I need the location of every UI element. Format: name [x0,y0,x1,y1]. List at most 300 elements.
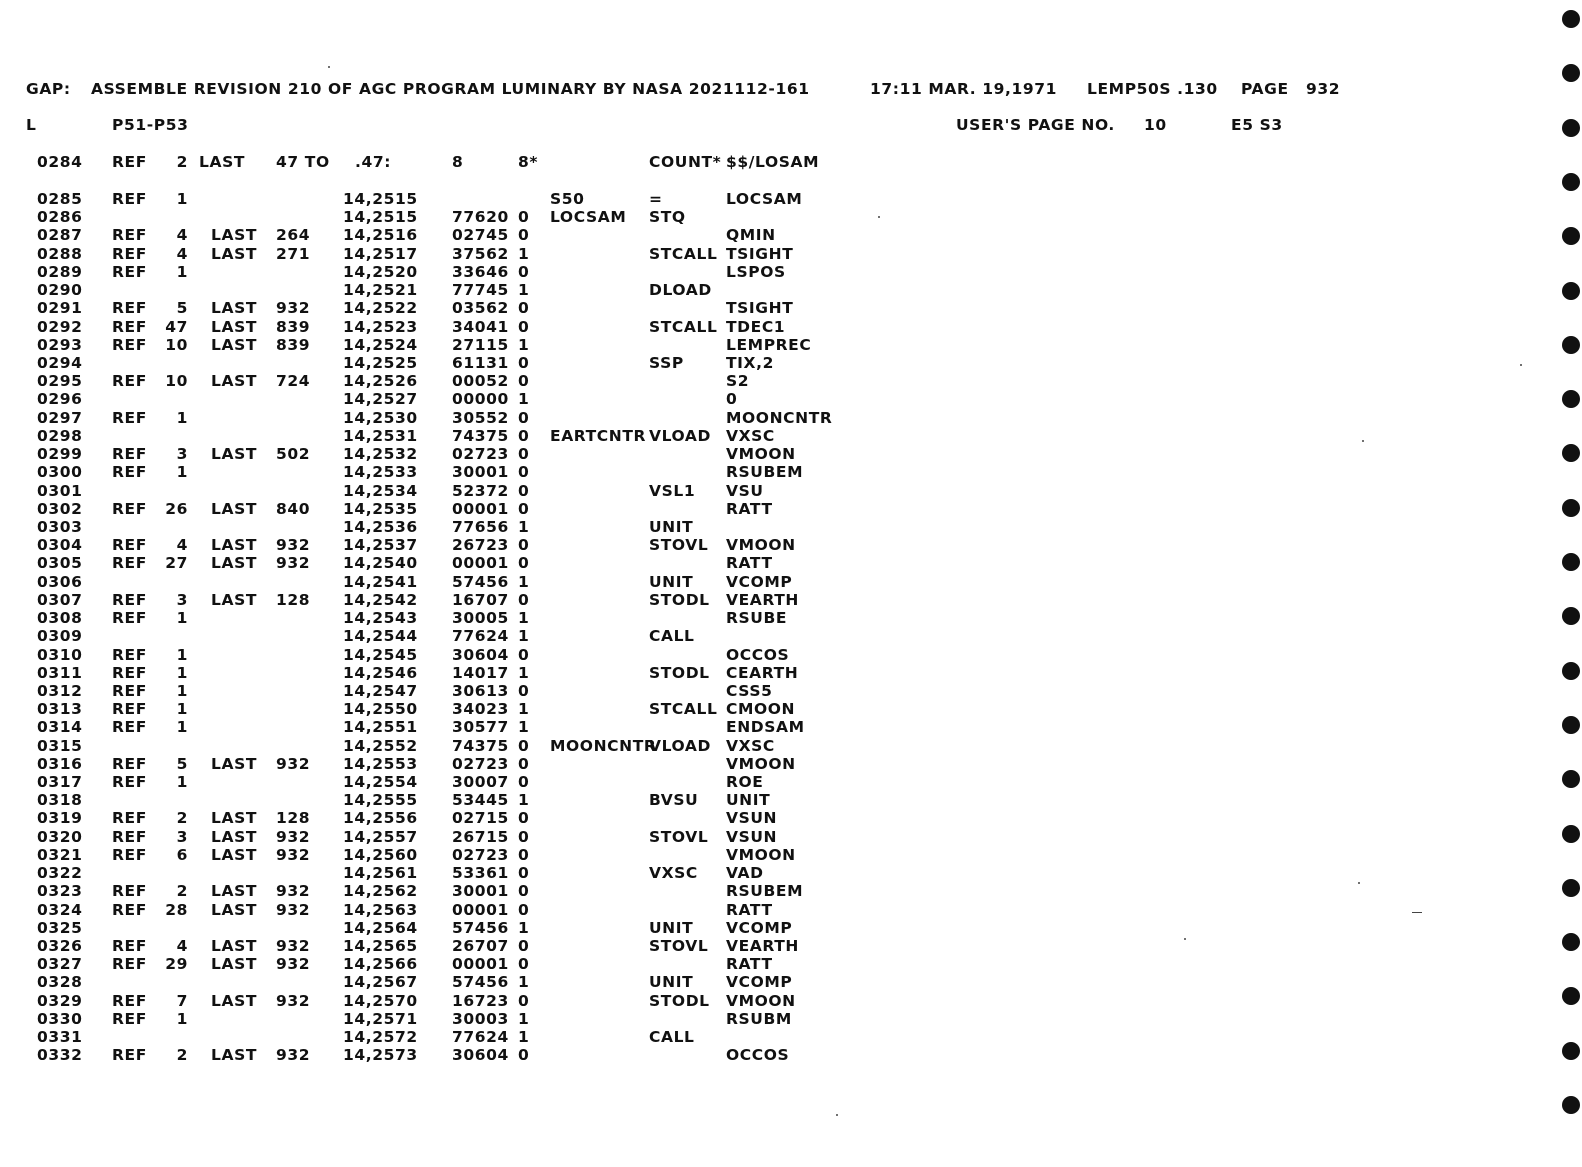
line-number: 0323 [37,882,83,900]
ref-keyword: REF [112,591,147,609]
line-number: 0304 [37,536,83,554]
octal-code: 00001 [452,500,509,518]
last-keyword: LAST [211,882,258,900]
parity-bit: 0 [518,372,530,390]
ref-keyword: REF [112,190,147,208]
punch-hole [1562,987,1580,1005]
operand: VMOON [726,992,796,1010]
line-number: 0321 [37,846,83,864]
operand: TSIGHT [726,299,794,317]
operand: VEARTH [726,937,799,955]
octal-code: 77620 [452,208,509,226]
ref-keyword: REF [112,609,147,627]
ref-count: 1 [176,1010,188,1028]
address: 14,2524 [343,336,418,354]
address: 14,2563 [343,901,418,919]
operand: VSU [726,482,764,500]
address: 14,2545 [343,646,418,664]
octal-code: 53361 [452,864,509,882]
operand: RSUBM [726,1010,792,1028]
parity-bit: 0 [518,901,530,919]
operand: VAD [726,864,764,882]
ref-count: 10 [165,372,188,390]
parity-bit: 1 [518,791,530,809]
octal-code: 30007 [452,773,509,791]
last-page: 128 [276,591,311,609]
punch-hole [1562,499,1580,517]
operand: CSS5 [726,682,773,700]
parity-bit: 0 [518,500,530,518]
users-page-label: USER'S PAGE NO. [956,116,1115,134]
address: 14,2571 [343,1010,418,1028]
operand: LSPOS [726,263,786,281]
line-number: 0286 [37,208,83,226]
parity-bit: 0 [518,955,530,973]
ref-count: 1 [176,700,188,718]
ref-count: 2 [176,882,188,900]
address: 14,2562 [343,882,418,900]
scan-speck [836,1114,838,1116]
opcode: SSP [649,354,684,372]
octal-code: 57456 [452,573,509,591]
octal-code: 14017 [452,664,509,682]
parity-bit: 0 [518,992,530,1010]
last-page: 724 [276,372,311,390]
octal-code: 26715 [452,828,509,846]
ref-count: 10 [165,336,188,354]
octal-code: 30003 [452,1010,509,1028]
parity-bit: 0 [518,208,530,226]
count-line-range: .47: [355,153,392,171]
address: 14,2552 [343,737,418,755]
punch-hole [1562,119,1580,137]
octal-code: 77656 [452,518,509,536]
opcode: STODL [649,992,710,1010]
line-number: 0301 [37,482,83,500]
last-page: 932 [276,955,311,973]
operand: VCOMP [726,919,793,937]
last-page: 932 [276,299,311,317]
section-name: P51-P53 [112,116,189,134]
address: 14,2561 [343,864,418,882]
parity-bit: 0 [518,864,530,882]
line-number: 0290 [37,281,83,299]
line-number: 0289 [37,263,83,281]
last-page: 932 [276,1046,311,1064]
ref-keyword: REF [112,445,147,463]
last-page: 271 [276,245,311,263]
last-page: 932 [276,882,311,900]
octal-code: 00001 [452,955,509,973]
line-number: 0293 [37,336,83,354]
ref-keyword: REF [112,409,147,427]
parity-bit: 0 [518,409,530,427]
ref-keyword: REF [112,1010,147,1028]
line-number: 0295 [37,372,83,390]
page-code: E5 S3 [1231,116,1283,134]
octal-code: 52372 [452,482,509,500]
operand: VSUN [726,809,778,827]
ref-count: 1 [176,718,188,736]
operand: VCOMP [726,573,793,591]
ref-keyword: REF [112,245,147,263]
line-number: 0291 [37,299,83,317]
last-page: 502 [276,445,311,463]
ref-keyword: REF [112,718,147,736]
last-keyword: LAST [211,1046,258,1064]
line-number: 0288 [37,245,83,263]
punch-hole [1562,227,1580,245]
octal-code: 02723 [452,445,509,463]
parity-bit: 0 [518,937,530,955]
ref-count: 5 [176,755,188,773]
octal-code: 30001 [452,463,509,481]
opcode: STQ [649,208,686,226]
opcode: STOVL [649,937,709,955]
address: 14,2534 [343,482,418,500]
parity-bit: 1 [518,245,530,263]
octal-code: 30604 [452,1046,509,1064]
address: 14,2532 [343,445,418,463]
line-number: 0326 [37,937,83,955]
line-number: 0319 [37,809,83,827]
address: 14,2520 [343,263,418,281]
ref-keyword: REF [112,226,147,244]
ref-keyword: REF [112,882,147,900]
octal-code: 27115 [452,336,509,354]
address: 14,2525 [343,354,418,372]
last-page: 932 [276,901,311,919]
punch-hole [1562,553,1580,571]
operand: TIX,2 [726,354,774,372]
parity-bit: 0 [518,882,530,900]
ref-count: 6 [176,846,188,864]
line-number: 0329 [37,992,83,1010]
last-page: 932 [276,755,311,773]
address: 14,2565 [343,937,418,955]
punch-hole [1562,607,1580,625]
line-number: 0287 [37,226,83,244]
ref-keyword: REF [112,318,147,336]
scan-speck [1520,364,1522,366]
line-number: 0322 [37,864,83,882]
line-number: 0318 [37,791,83,809]
opcode: STODL [649,591,710,609]
ref-keyword: REF [112,828,147,846]
ref-count: 27 [165,554,188,572]
ref-keyword: REF [112,372,147,390]
line-number: 0315 [37,737,83,755]
ref-count: 1 [176,682,188,700]
line-number: 0297 [37,409,83,427]
count-line-operand: $$/LOSAM [726,153,820,171]
last-keyword: LAST [211,955,258,973]
symbol-label: S50 [550,190,585,208]
punch-hole [1562,770,1580,788]
operand: VMOON [726,755,796,773]
address: 14,2556 [343,809,418,827]
address: 14,2531 [343,427,418,445]
line-number: 0325 [37,919,83,937]
parity-bit: 1 [518,609,530,627]
punch-hole [1562,173,1580,191]
punch-hole [1562,879,1580,897]
operand: VEARTH [726,591,799,609]
last-page: 839 [276,336,311,354]
line-number: 0303 [37,518,83,536]
count-line-refcount: 2 [176,153,188,171]
punch-hole [1562,1096,1580,1114]
octal-code: 16723 [452,992,509,1010]
ref-keyword: REF [112,263,147,281]
address: 14,2521 [343,281,418,299]
operand: VMOON [726,846,796,864]
octal-code: 02723 [452,846,509,864]
address: 14,2523 [343,318,418,336]
address: 14,2572 [343,1028,418,1046]
line-number: 0307 [37,591,83,609]
line-number: 0310 [37,646,83,664]
punch-hole [1562,662,1580,680]
opcode: VSL1 [649,482,696,500]
parity-bit: 1 [518,1010,530,1028]
parity-bit: 1 [518,336,530,354]
last-keyword: LAST [211,992,258,1010]
opcode: STOVL [649,828,709,846]
parity-bit: 1 [518,664,530,682]
address: 14,2530 [343,409,418,427]
address: 14,2537 [343,536,418,554]
line-number: 0302 [37,500,83,518]
octal-code: 30552 [452,409,509,427]
parity-bit: 0 [518,773,530,791]
octal-code: 02723 [452,755,509,773]
line-number: 0324 [37,901,83,919]
ref-count: 4 [176,245,188,263]
count-line-value-2: 8* [518,153,539,171]
last-keyword: LAST [211,591,258,609]
line-number: 0298 [37,427,83,445]
line-number: 0300 [37,463,83,481]
operand: VMOON [726,536,796,554]
address: 14,2535 [343,500,418,518]
last-page: 839 [276,318,311,336]
parity-bit: 0 [518,445,530,463]
ref-keyword: REF [112,809,147,827]
ref-count: 26 [165,500,188,518]
operand: MOONCNTR [726,409,833,427]
scan-speck [328,66,330,68]
punch-hole [1562,1042,1580,1060]
last-page: 932 [276,992,311,1010]
operand: RATT [726,955,773,973]
last-page: 128 [276,809,311,827]
octal-code: 00001 [452,554,509,572]
ref-keyword: REF [112,682,147,700]
opcode: STCALL [649,245,718,263]
line-number: 0331 [37,1028,83,1046]
line-number: 0306 [37,573,83,591]
ref-keyword: REF [112,1046,147,1064]
parity-bit: 0 [518,226,530,244]
parity-bit: 0 [518,299,530,317]
operand: 0 [726,390,738,408]
last-keyword: LAST [211,536,258,554]
address: 14,2515 [343,190,418,208]
ref-count: 4 [176,937,188,955]
ref-keyword: REF [112,773,147,791]
parity-bit: 0 [518,318,530,336]
operand: CEARTH [726,664,799,682]
opcode: STODL [649,664,710,682]
address: 14,2517 [343,245,418,263]
operand: S2 [726,372,750,390]
parity-bit: 1 [518,1028,530,1046]
opcode: CALL [649,1028,695,1046]
parity-bit: 0 [518,591,530,609]
opcode: UNIT [649,573,694,591]
last-keyword: LAST [211,500,258,518]
last-page: 932 [276,937,311,955]
octal-code: 00000 [452,390,509,408]
octal-code: 37562 [452,245,509,263]
ref-count: 1 [176,609,188,627]
octal-code: 02745 [452,226,509,244]
operand: TSIGHT [726,245,794,263]
operand: OCCOS [726,1046,790,1064]
line-number: 0313 [37,700,83,718]
address: 14,2546 [343,664,418,682]
operand: RATT [726,901,773,919]
scan-speck [1358,882,1360,884]
parity-bit: 0 [518,463,530,481]
count-line-value-1: 8 [452,153,464,171]
ref-count: 2 [176,809,188,827]
line-number: 0296 [37,390,83,408]
page-number: 932 [1306,80,1341,98]
operand: UNIT [726,791,771,809]
opcode: BVSU [649,791,699,809]
assembly-title: ASSEMBLE REVISION 210 OF AGC PROGRAM LUMINARY BY NASA 2021112-161 [91,80,810,98]
address: 14,2541 [343,573,418,591]
parity-bit: 1 [518,919,530,937]
ref-keyword: REF [112,500,147,518]
ref-count: 1 [176,463,188,481]
parity-bit: 0 [518,737,530,755]
last-keyword: LAST [211,846,258,864]
ref-count: 1 [176,646,188,664]
operand: VSUN [726,828,778,846]
ref-keyword: REF [112,664,147,682]
last-keyword: LAST [211,226,258,244]
octal-code: 53445 [452,791,509,809]
opcode: VLOAD [649,427,711,445]
ref-keyword: REF [112,955,147,973]
opcode: = [649,190,663,208]
punch-hole [1562,10,1580,28]
parity-bit: 0 [518,846,530,864]
address: 14,2557 [343,828,418,846]
ref-count: 1 [176,190,188,208]
parity-bit: 1 [518,518,530,536]
line-number: 0294 [37,354,83,372]
ref-count: 3 [176,591,188,609]
last-keyword: LAST [211,554,258,572]
log-marker: L [26,116,37,134]
last-page: 932 [276,828,311,846]
last-keyword: LAST [211,445,258,463]
last-keyword: LAST [211,318,258,336]
parity-bit: 0 [518,263,530,281]
opcode: STOVL [649,536,709,554]
scan-speck [1362,440,1364,442]
octal-code: 30001 [452,882,509,900]
punch-hole [1562,716,1580,734]
scan-speck [878,216,880,218]
address: 14,2526 [343,372,418,390]
octal-code: 77624 [452,627,509,645]
parity-bit: 1 [518,627,530,645]
punch-hole [1562,64,1580,82]
ref-count: 1 [176,773,188,791]
punch-hole [1562,933,1580,951]
ref-count: 4 [176,226,188,244]
parity-bit: 0 [518,1046,530,1064]
octal-code: 61131 [452,354,509,372]
last-page: 932 [276,554,311,572]
parity-bit: 1 [518,390,530,408]
operand: RSUBEM [726,882,804,900]
ref-keyword: REF [112,846,147,864]
count-line-opcode: COUNT* [649,153,722,171]
last-page: 264 [276,226,311,244]
last-keyword: LAST [211,372,258,390]
parity-bit: 0 [518,755,530,773]
opcode: UNIT [649,919,694,937]
line-number: 0328 [37,973,83,991]
count-line-ref: REF [112,153,147,171]
operand: VXSC [726,427,775,445]
last-keyword: LAST [211,245,258,263]
parity-bit: 0 [518,809,530,827]
parity-bit: 0 [518,354,530,372]
punch-hole [1562,390,1580,408]
operand: LEMPREC [726,336,812,354]
operand: VMOON [726,445,796,463]
ref-keyword: REF [112,336,147,354]
line-number: 0311 [37,664,83,682]
address: 14,2573 [343,1046,418,1064]
last-keyword: LAST [211,299,258,317]
parity-bit: 1 [518,573,530,591]
octal-code: 30577 [452,718,509,736]
count-line-last: LAST [199,153,246,171]
parity-bit: 0 [518,536,530,554]
line-number: 0305 [37,554,83,572]
address: 14,2527 [343,390,418,408]
operand: CMOON [726,700,796,718]
address: 14,2553 [343,755,418,773]
file-name: LEMP50S .130 [1087,80,1218,98]
octal-code: 26707 [452,937,509,955]
ref-keyword: REF [112,992,147,1010]
octal-code: 00052 [452,372,509,390]
symbol-label: LOCSAM [550,208,627,226]
line-number: 0317 [37,773,83,791]
parity-bit: 0 [518,828,530,846]
line-number: 0330 [37,1010,83,1028]
last-keyword: LAST [211,809,258,827]
